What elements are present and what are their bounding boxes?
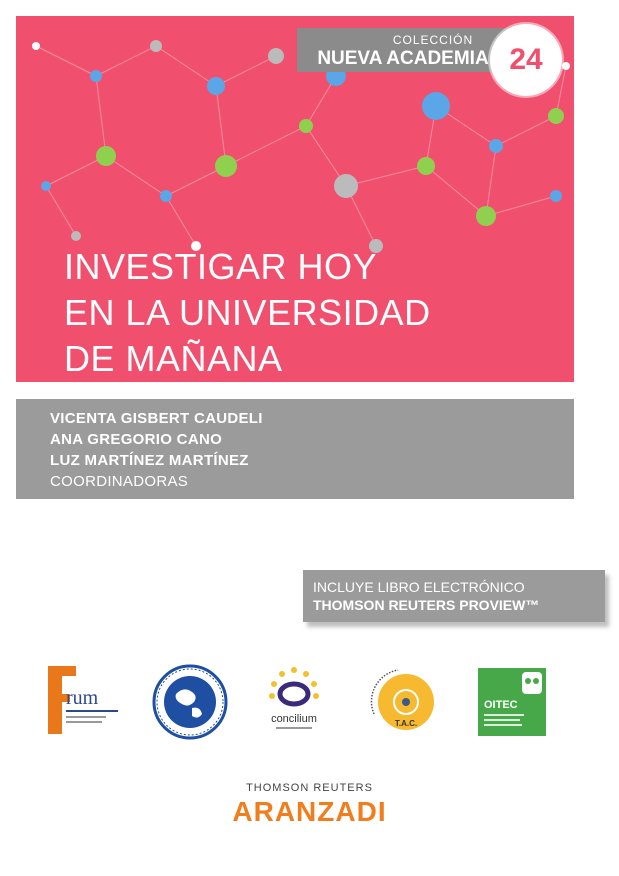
- oitec-text: OITEC: [484, 699, 518, 711]
- svg-text:rum: rum: [66, 687, 99, 709]
- tac-logo: [368, 664, 440, 736]
- globe-seal-logo: [152, 664, 228, 740]
- collection-name: NUEVA ACADEMIA: [317, 48, 489, 69]
- title-line-3: DE MAÑANA: [64, 338, 283, 379]
- author-name: VICENTA GISBERT CAUDELI: [50, 410, 263, 427]
- ebook-line-1: INCLUYE LIBRO ELECTRÓNICO: [313, 579, 525, 595]
- author-role: COORDINADORAS: [50, 473, 189, 490]
- authors-panel: [16, 399, 574, 499]
- concilium-logo: [262, 664, 326, 738]
- tac-text: T.A.C.: [394, 719, 418, 728]
- forum-logo: [46, 666, 126, 736]
- concilium-text: concilium: [271, 713, 317, 725]
- collection-label: COLECCIÓN: [392, 33, 474, 47]
- author-name: LUZ MARTÍNEZ MARTÍNEZ: [50, 452, 249, 469]
- ebook-badge: [303, 570, 605, 622]
- author-name: ANA GREGORIO CANO: [50, 431, 223, 448]
- title-line-1: INVESTIGAR HOY: [64, 246, 378, 287]
- publisher-name: ARANZADI: [232, 796, 387, 827]
- ebook-line-2: THOMSON REUTERS PROVIEW™: [313, 597, 540, 613]
- publisher-parent: THOMSON REUTERS: [246, 782, 373, 794]
- title-line-2: EN LA UNIVERSIDAD: [64, 292, 431, 333]
- collection-badge: [297, 28, 509, 72]
- collection-number: 24: [490, 24, 562, 96]
- book-title: [64, 244, 564, 382]
- oitec-logo: [478, 668, 546, 736]
